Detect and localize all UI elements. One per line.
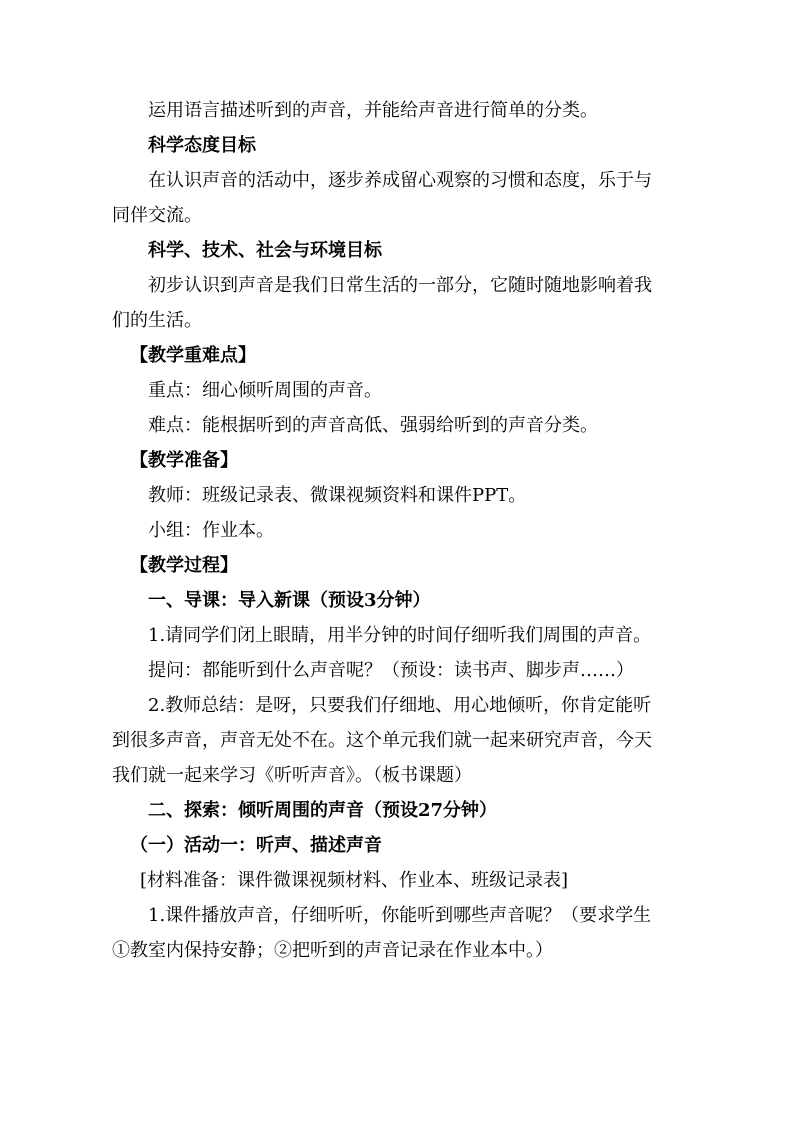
- paragraph-line: 我们就一起来学习《听听声音》。（板书课题）: [112, 765, 472, 786]
- paragraph-line: 重点：细心倾听周围的声音。: [148, 380, 382, 401]
- paragraph-line: 小组：作业本。: [148, 520, 274, 541]
- paragraph-line: ①教室内保持安静；②把听到的声音记录在作业本中。）: [112, 940, 553, 961]
- section-heading: 一、导课：导入新课（预设3分钟）: [148, 590, 431, 611]
- paragraph-line: 在认识声音的活动中，逐步养成留心观察的习惯和态度，乐于与: [148, 170, 652, 191]
- paragraph-line: 到很多声音，声音无处不在。这个单元我们就一起来研究声音，今天: [112, 730, 652, 751]
- section-heading: 科学、技术、社会与环境目标: [148, 240, 382, 261]
- paragraph-line: 们的生活。: [112, 310, 202, 331]
- document-page: [112, 93, 682, 968]
- paragraph-line: 初步认识到声音是我们日常生活的一部分，它随时随地影响着我: [148, 275, 652, 296]
- section-heading: 二、探索：倾听周围的声音（预设27分钟）: [148, 800, 498, 821]
- paragraph-line: 教师：班级记录表、微课视频资料和课件PPT。: [148, 485, 527, 506]
- paragraph-line: 1.课件播放声音，仔细听听，你能听到哪些声音呢？（要求学生: [148, 905, 652, 926]
- paragraph-line: 提问：都能听到什么声音呢？（预设：读书声、脚步声……）: [148, 660, 634, 681]
- paragraph-line: 同伴交流。: [112, 205, 202, 226]
- bracket-heading: 【教学过程】: [130, 555, 238, 576]
- bracket-heading: 【教学准备】: [130, 450, 238, 471]
- paragraph-line: 难点：能根据听到的声音高低、强弱给听到的声音分类。: [148, 415, 598, 436]
- bracket-heading: 【教学重难点】: [130, 345, 256, 366]
- paragraph-line: [材料准备：课件微课视频材料、作业本、班级记录表]: [140, 870, 569, 891]
- paragraph-line: 2.教师总结：是呀，只要我们仔细地、用心地倾听，你肯定能听: [148, 695, 652, 716]
- section-heading: 科学态度目标: [148, 135, 256, 156]
- subsection-heading: （一）活动一：听声、描述声音: [130, 835, 382, 856]
- paragraph-line: 1.请同学们闭上眼睛，用半分钟的时间仔细听我们周围的声音。: [148, 625, 652, 646]
- paragraph-line: 运用语言描述听到的声音，并能给声音进行简单的分类。: [148, 100, 598, 121]
